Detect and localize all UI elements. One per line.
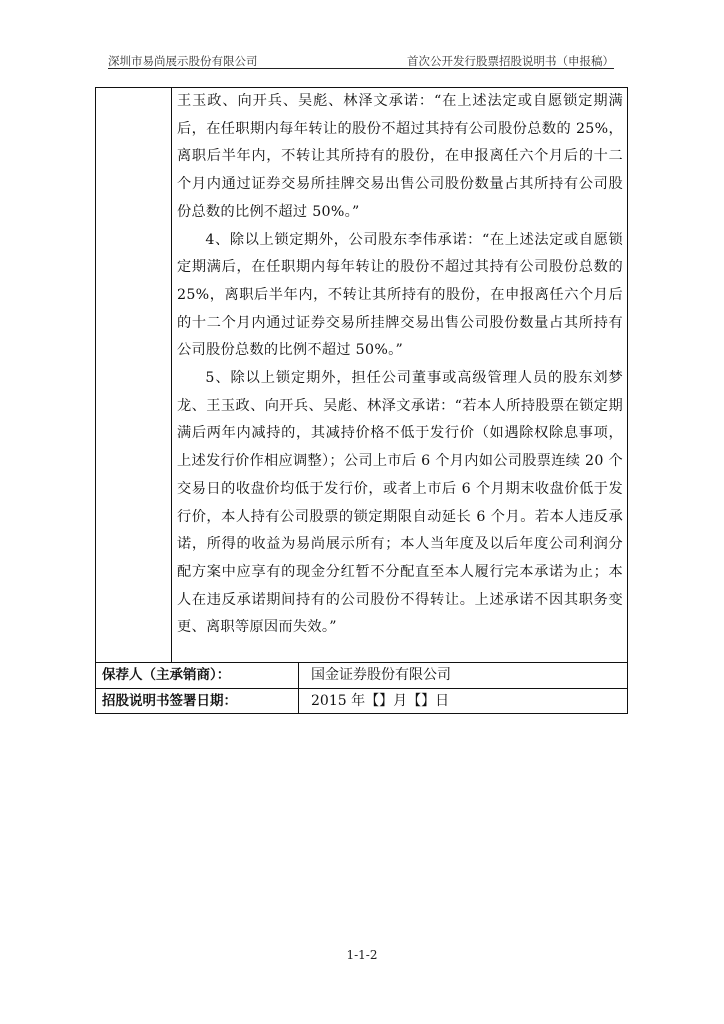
table-left-column-divider [171,87,172,662]
signing-date-value: 2015 年【】月【】日 [311,693,450,709]
commitment-paragraph-2: 4、除以上锁定期外，公司股东李伟承诺：“在上述法定或自愿锁定期满后，在任职期内每年转让的股份不超过其持有公司股份总数的25%，离职后半年内，不转让其所持有的股份，在申报离任六个月后的十二个月内通过证券交易所挂牌交易出售公司股份数量占其所持有公司股份总数的比例不超过 50%。” [177,231,623,359]
header-rule [108,68,614,69]
sponsor-value: 国金证券股份有限公司 [311,667,451,683]
commitment-text-cell [177,88,623,642]
sponsor-label: 保荐人（主承销商）： [102,667,231,683]
page-header [108,49,614,69]
header-document-title: 首次公开发行股票招股说明书（申报稿） [407,54,614,68]
commitment-paragraph-1: 王玉政、向开兵、吴彪、林泽文承诺：“在上述法定或自愿锁定期满后，在任职期内每年转让的股份不超过其持有公司股份总数的 25%，离职后半年内，不转让其所持有的股份，在申报离任六个月后的十二个月内通过证券交易所挂牌交易出售公司股份数量占其所持有公司股份总数的比例不超过 50%。” [177,93,623,220]
signing-date-label: 招股说明书签署日期： [102,693,237,709]
table-row-divider-2 [95,688,628,689]
table-row-divider-1 [95,662,628,663]
page-number: 1-1-2 [346,948,378,962]
header-company-name: 深圳市易尚展示股份有限公司 [108,54,258,68]
table-label-divider [298,662,299,714]
commitment-paragraph-3: 5、除以上锁定期外，担任公司董事或高级管理人员的股东刘梦龙、王玉政、向开兵、吴彪、林泽文承诺：“若本人所持股票在锁定期满后两年内减持的，其减持价格不低于发行价（如遇除权除息事项，上述发行价作相应调整）；公司上市后 6 个月内如公司股票连续 20 个交易日的收盘价均低于发行价，或者上市后 6 个月期末收盘价低于发行价，本人持有公司股票的锁定期限自动延长 6 个月。若本人违反承诺，所得的收益为易尚展示所有；本人当年度及以后年度公司利润分配方案中应享有的现金分红暂不分配直至本人履行完本承诺为止；本人在违反承诺期间持有的公司股份不得转让。上述承诺不因其职务变更、离职等原因而失效。” [177,370,623,636]
